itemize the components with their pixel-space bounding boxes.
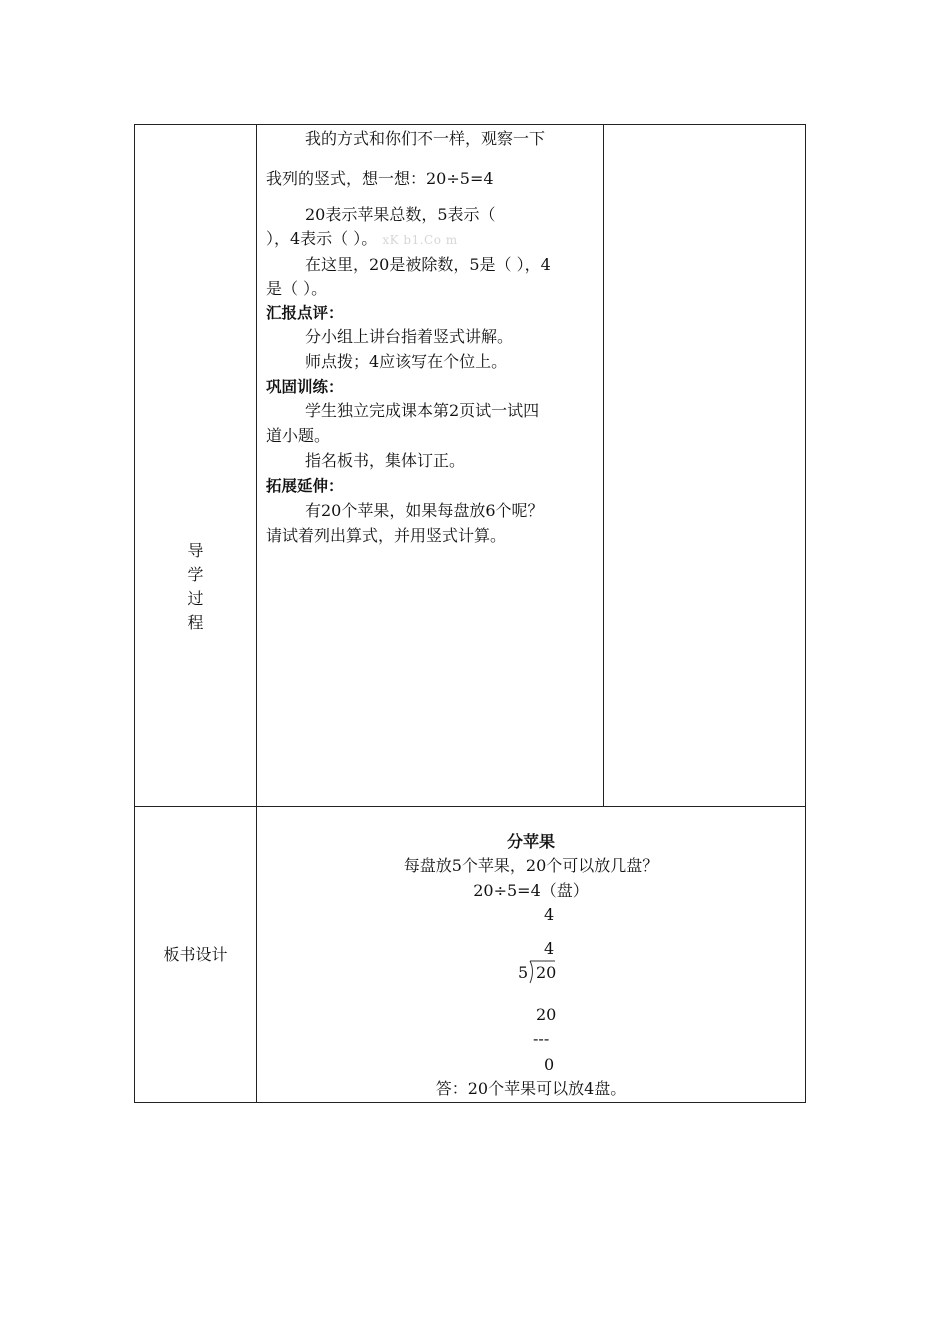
process-label-char: 程	[187, 613, 204, 632]
board-question: 每盘放5个苹果，20个可以放几盘？	[403, 856, 659, 875]
subtraction-line: ---	[533, 1029, 550, 1048]
remainder: 0	[544, 1055, 555, 1074]
process-line: 在这里，20是被除数，5是（ ），4	[305, 255, 551, 274]
board-answer: 答：20个苹果可以放4盘。	[435, 1079, 627, 1098]
lesson-table	[134, 124, 806, 1103]
process-line: 是（ ）。	[266, 279, 328, 298]
board-equation: 20÷5=4（盘）	[473, 881, 589, 900]
process-line: ），4表示（ ）。 xK b1.Co m	[266, 229, 458, 248]
board-label: 板书设计	[163, 945, 228, 964]
process-line: 我列的竖式，想一想：20÷5=4	[266, 169, 494, 188]
board-title: 分苹果	[506, 832, 555, 851]
process-line: 学生独立完成课本第2页试一试四	[305, 401, 540, 420]
col-divider-right	[603, 125, 604, 806]
process-line: 师点拨；4应该写在个位上。	[305, 352, 508, 371]
process-line: 20表示苹果总数，5表示（	[305, 205, 496, 224]
section-heading-extension: 拓展延伸：	[266, 477, 344, 495]
col-divider-left	[256, 125, 257, 1102]
dividend: 20	[536, 963, 557, 982]
section-heading-report: 汇报点评：	[266, 304, 344, 322]
product: 20	[536, 1005, 557, 1024]
row-divider	[135, 806, 805, 807]
divisor: 5	[518, 963, 529, 982]
process-line: 分小组上讲台指着竖式讲解。	[305, 327, 514, 346]
process-label-char: 学	[187, 565, 204, 584]
quotient-top: 4	[544, 905, 555, 924]
process-line: 道小题。	[266, 426, 331, 445]
process-line: 请试着列出算式，并用竖式计算。	[266, 526, 507, 545]
process-line: 我的方式和你们不一样，观察一下	[305, 129, 546, 148]
quotient: 4	[544, 939, 555, 958]
process-line: 指名板书，集体订正。	[305, 451, 466, 470]
process-line: 有20个苹果，如果每盘放6个呢？	[305, 501, 544, 520]
process-label	[135, 539, 256, 635]
section-heading-practice: 巩固训练：	[266, 378, 344, 396]
process-label-char: 导	[187, 541, 204, 560]
watermark: xK b1.Co m	[382, 233, 458, 247]
process-label-char: 过	[187, 589, 204, 608]
